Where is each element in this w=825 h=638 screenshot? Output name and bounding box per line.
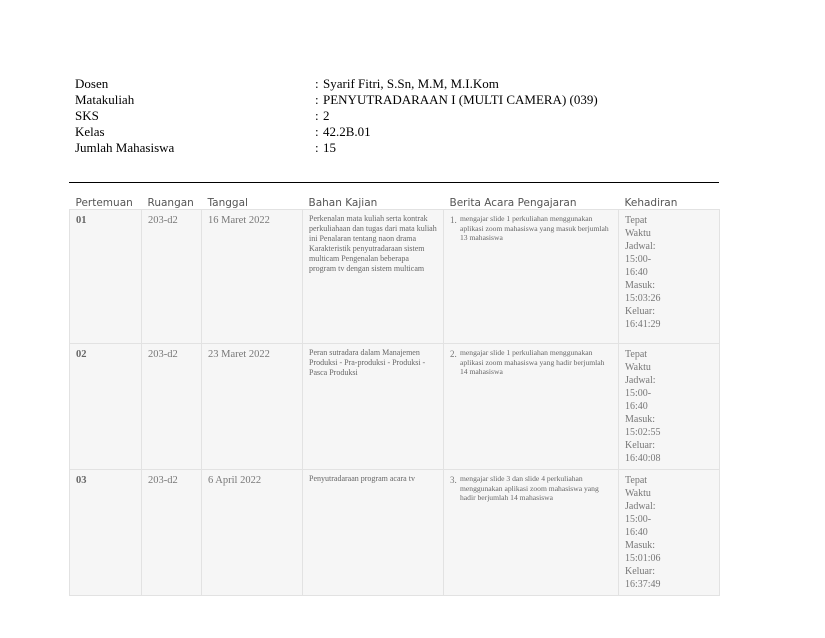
info-colon: : — [315, 92, 319, 107]
attendance-table — [69, 183, 720, 596]
attendance-table-wrapper — [69, 182, 719, 596]
info-value-dosen: Syarif Fitri, S.Sn, M.M, M.I.Kom — [323, 76, 499, 91]
kehadiran-line: Keluar: — [625, 440, 655, 451]
course-info — [75, 76, 675, 156]
kehadiran-line: Masuk: — [625, 540, 655, 551]
info-value-sks: 2 — [323, 108, 330, 123]
kehadiran-line: 15:02:55 — [625, 427, 661, 438]
header-bahan-kajian: Bahan Kajian — [308, 197, 378, 209]
kehadiran-line: Tepat — [625, 475, 648, 486]
kehadiran-line: Keluar: — [625, 306, 655, 317]
cell-kehadiran — [619, 210, 720, 344]
header-berita-acara: Berita Acara Pengajaran — [449, 197, 577, 209]
kehadiran-line: 15:00- — [625, 388, 652, 399]
kehadiran-line: Masuk: — [625, 280, 655, 291]
cell-ruangan: 203-d2 — [142, 210, 202, 344]
info-row-kelas — [75, 124, 675, 140]
kehadiran-line: Tepat — [625, 215, 648, 226]
header-tanggal: Tanggal — [207, 197, 248, 209]
kehadiran-line: Waktu — [625, 362, 651, 373]
kehadiran-line: 16:37:49 — [625, 579, 661, 590]
cell-berita-acara — [444, 344, 619, 470]
header-kehadiran: Kehadiran — [624, 197, 678, 209]
kehadiran-line: Keluar: — [625, 566, 655, 577]
berita-number: 1. — [450, 215, 457, 225]
info-label: Dosen — [75, 76, 109, 91]
cell-berita-acara — [444, 210, 619, 344]
info-colon: : — [315, 76, 319, 91]
kehadiran-line: Jadwal: — [625, 501, 656, 512]
cell-kehadiran — [619, 470, 720, 596]
info-row-jumlah-mahasiswa — [75, 140, 675, 156]
cell-tanggal: 23 Maret 2022 — [202, 344, 303, 470]
header-ruangan: Ruangan — [147, 197, 194, 209]
info-colon: : — [315, 124, 319, 139]
info-label: Kelas — [75, 124, 105, 139]
cell-pertemuan: 03 — [70, 470, 142, 596]
cell-pertemuan: 01 — [70, 210, 142, 344]
info-row-sks — [75, 108, 675, 124]
cell-bahan-kajian: Peran sutradara dalam Manajemen Produksi - Pra-produksi - Produksi - Pasca Produksi — [303, 344, 444, 470]
cell-ruangan: 203-d2 — [142, 344, 202, 470]
berita-number: 3. — [450, 475, 457, 485]
kehadiran-line: 16:40 — [625, 267, 648, 278]
kehadiran-line: 15:00- — [625, 254, 652, 265]
kehadiran-line: 15:00- — [625, 514, 652, 525]
info-row-dosen — [75, 76, 675, 92]
info-value-matakuliah: PENYUTRADARAAN I (MULTI CAMERA) (039) — [323, 92, 598, 107]
info-value-kelas: 42.2B.01 — [323, 124, 371, 139]
table-header-row — [70, 183, 720, 210]
cell-kehadiran — [619, 344, 720, 470]
info-label: SKS — [75, 108, 99, 123]
cell-berita-acara — [444, 470, 619, 596]
info-label: Matakuliah — [75, 92, 135, 107]
table-row — [70, 344, 720, 470]
kehadiran-line: 16:40 — [625, 401, 648, 412]
kehadiran-line: 16:40 — [625, 527, 648, 538]
cell-bahan-kajian: Penyutradaraan program acara tv — [303, 470, 444, 596]
table-row — [70, 210, 720, 344]
berita-text: mengajar slide 1 perkuliahan menggunakan aplikasi zoom mahasiswa yang hadir berjumlah 14 mahasiswa — [460, 348, 605, 376]
cell-tanggal: 16 Maret 2022 — [202, 210, 303, 344]
kehadiran-line: 16:41:29 — [625, 319, 661, 330]
cell-ruangan: 203-d2 — [142, 470, 202, 596]
info-row-matakuliah — [75, 92, 675, 108]
header-pertemuan: Pertemuan — [75, 197, 133, 209]
kehadiran-line: Tepat — [625, 349, 648, 360]
kehadiran-line: 16:40:08 — [625, 453, 661, 464]
kehadiran-line: Masuk: — [625, 414, 655, 425]
kehadiran-line: 15:01:06 — [625, 553, 661, 564]
kehadiran-line: 15:03:26 — [625, 293, 661, 304]
berita-text: mengajar slide 1 perkuliahan menggunakan aplikasi zoom mahasiswa yang masuk berjumlah 13 mahasiswa — [460, 214, 609, 242]
kehadiran-line: Jadwal: — [625, 241, 656, 252]
kehadiran-line: Jadwal: — [625, 375, 656, 386]
berita-number: 2. — [450, 349, 457, 359]
cell-pertemuan: 02 — [70, 344, 142, 470]
info-value-jumlah-mahasiswa: 15 — [323, 140, 336, 155]
berita-text: mengajar slide 3 dan slide 4 perkuliahan menggunakan aplikasi zoom mahasiswa yang hadir berjumlah 14 mahasiswa — [460, 474, 599, 502]
table-row — [70, 470, 720, 596]
info-colon: : — [315, 108, 319, 123]
cell-tanggal: 6 April 2022 — [202, 470, 303, 596]
info-label: Jumlah Mahasiswa — [75, 140, 175, 155]
kehadiran-line: Waktu — [625, 228, 651, 239]
info-colon: : — [315, 140, 319, 155]
cell-bahan-kajian: Perkenalan mata kuliah serta kontrak perkuliahaan dan tugas dari mata kuliah ini Penalaran tentang naon drama Karakteristik penyutradaraan sistem multicam Pengenalan beberapa program tv dengan sistem multicam — [303, 210, 444, 344]
kehadiran-line: Waktu — [625, 488, 651, 499]
